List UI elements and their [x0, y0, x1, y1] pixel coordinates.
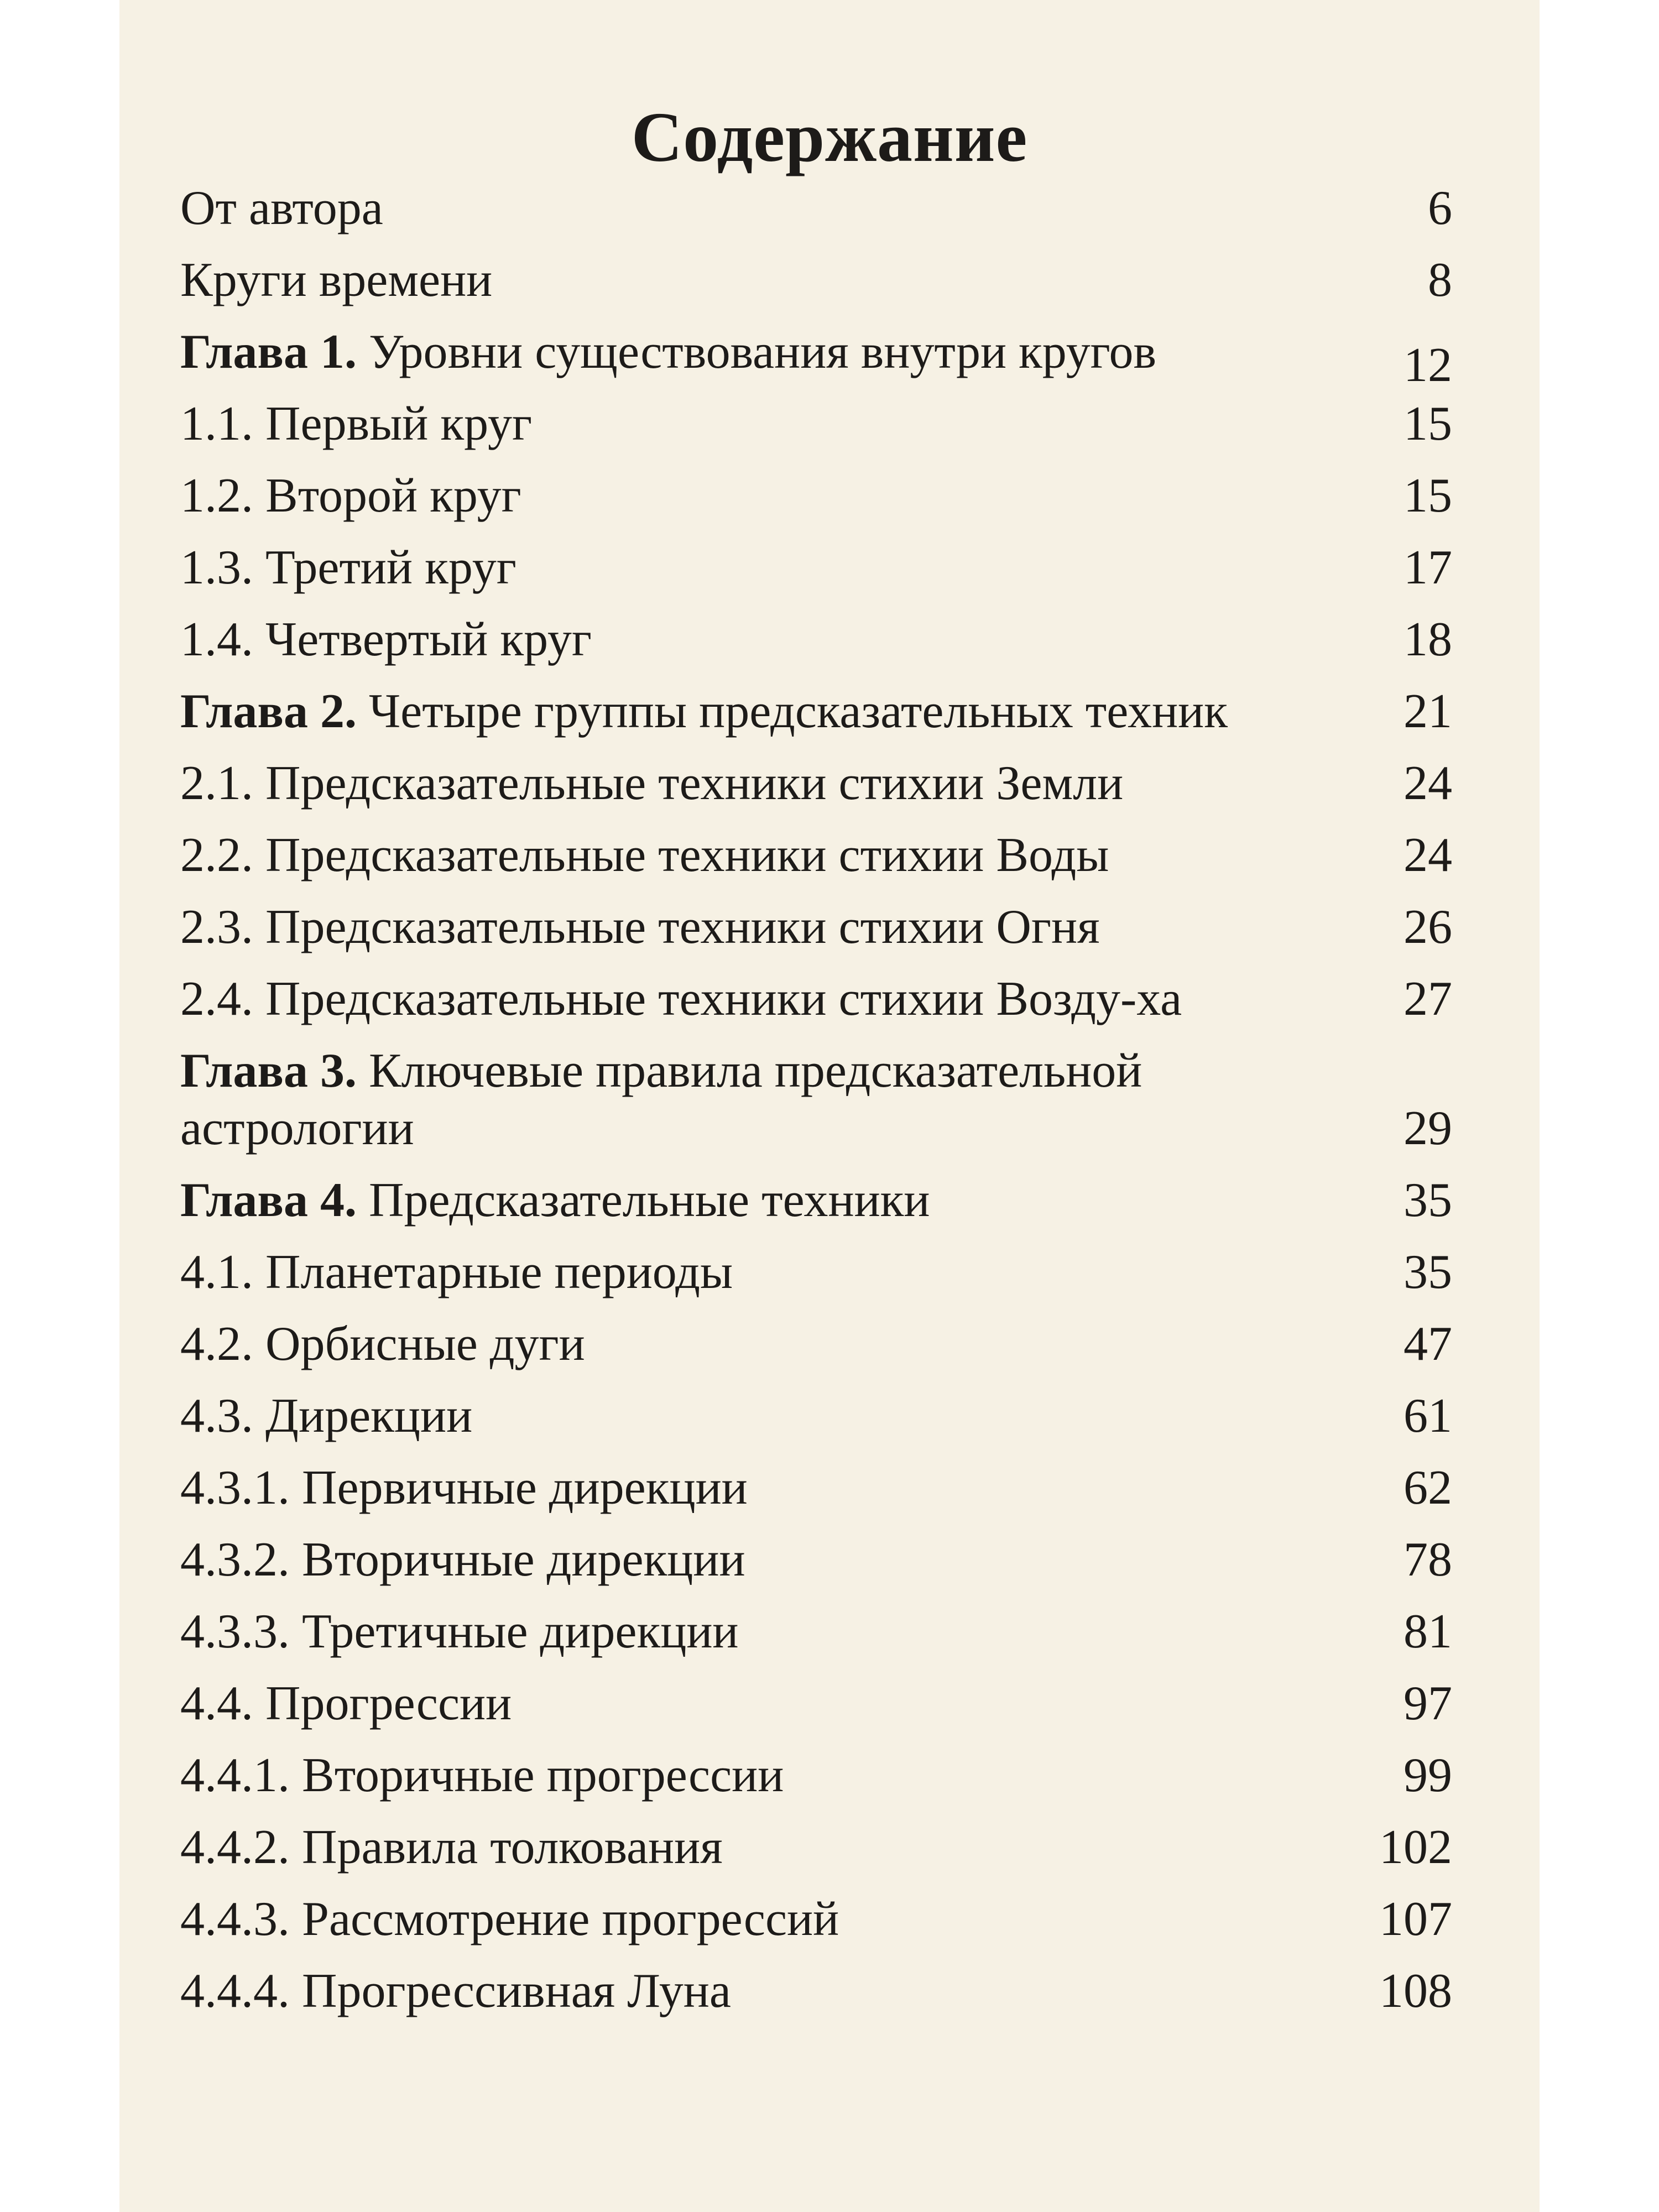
chapter-label: Глава 4.	[180, 1173, 357, 1227]
toc-page-number: 62	[1404, 1461, 1452, 1515]
toc-entry-label: 1.2. Второй круг	[180, 469, 521, 523]
toc-entry-text	[180, 1531, 1452, 1589]
chapter-label: Глава 3.	[180, 1044, 357, 1098]
toc-entry-text	[180, 683, 1447, 740]
toc-entry	[180, 1531, 1452, 1589]
toc-entry-text	[180, 1316, 1452, 1373]
toc-entry-text	[180, 1172, 1452, 1229]
toc-page-number: 24	[1404, 828, 1452, 882]
toc-entry-label: Предсказательные техники	[356, 1173, 930, 1227]
toc-entry-text	[180, 180, 1452, 237]
page-title: Содержание	[631, 98, 1028, 176]
toc-entry	[180, 252, 1452, 309]
toc-entry-label: 4.3.1. Первичные дирекции	[180, 1461, 748, 1515]
toc-entry-text	[180, 1603, 1452, 1661]
toc-entry	[180, 1244, 1452, 1301]
toc-entry-label: Круги времени	[180, 253, 493, 307]
toc-entry-text	[180, 827, 1452, 884]
toc-page-number: 27	[1404, 972, 1452, 1026]
toc-entry	[180, 467, 1452, 525]
toc-page-number: 61	[1404, 1389, 1452, 1443]
toc-page-number: 15	[1404, 397, 1452, 451]
toc-chapter-entry	[180, 324, 1452, 392]
toc-chapter-entry	[180, 1042, 1452, 1157]
toc-entry	[180, 539, 1452, 597]
toc-page-number: 18	[1404, 613, 1452, 666]
toc-entry	[180, 1387, 1452, 1445]
toc-entry-label: 2.4. Предсказательные техники стихии Возду-ха	[180, 972, 1182, 1026]
toc-entry-label: От автора	[180, 181, 383, 235]
toc-entry-text	[180, 1675, 1452, 1733]
toc-page-number: 108	[1379, 1964, 1452, 2018]
toc-entry-text	[180, 1963, 1452, 2020]
toc-page-number: 8	[1428, 253, 1452, 307]
toc-entry-label: 4.4.1. Вторичные прогрессии	[180, 1749, 784, 1802]
toc-entry-text	[180, 539, 1452, 597]
toc-entry	[180, 1459, 1452, 1517]
chapter-label: Глава 1.	[180, 325, 357, 379]
toc-entry	[180, 1603, 1452, 1661]
toc-page-number: 21	[1404, 685, 1452, 738]
table-of-contents	[180, 180, 1452, 2034]
toc-page-number: 107	[1379, 1892, 1452, 1946]
chapter-label: Глава 2.	[180, 685, 357, 738]
toc-entry	[180, 899, 1452, 956]
toc-page-number: 12	[1404, 338, 1452, 392]
toc-entry-text	[180, 1459, 1452, 1517]
toc-entry-text	[180, 1747, 1452, 1804]
toc-entry-label: 4.4.4. Прогрессивная Луна	[180, 1964, 731, 2018]
toc-entry-text	[180, 1891, 1452, 1948]
toc-chapter-entry	[180, 1172, 1452, 1229]
toc-page-number: 15	[1404, 469, 1452, 523]
toc-entry-text	[180, 252, 1452, 309]
toc-entry-label: Ключевые правила предсказательной астрологии	[180, 1044, 1142, 1155]
toc-entry	[180, 395, 1452, 453]
toc-entry-text	[180, 611, 1452, 669]
toc-entry	[180, 1316, 1452, 1373]
toc-entry	[180, 755, 1452, 812]
toc-entry-text	[180, 1819, 1452, 1876]
toc-page-number: 99	[1404, 1749, 1452, 1802]
toc-entry-text	[180, 899, 1452, 956]
toc-page-number: 17	[1404, 541, 1452, 594]
toc-entry-label: 4.2. Орбисные дуги	[180, 1317, 585, 1371]
toc-chapter-entry	[180, 683, 1452, 740]
toc-page-number: 78	[1404, 1533, 1452, 1587]
toc-page-number: 6	[1428, 181, 1452, 235]
toc-entry-label: 4.3. Дирекции	[180, 1389, 473, 1443]
toc-entry-label: 4.4.3. Рассмотрение прогрессий	[180, 1892, 839, 1946]
toc-entry	[180, 611, 1452, 669]
toc-page-number: 35	[1404, 1173, 1452, 1227]
toc-entry	[180, 180, 1452, 237]
toc-entry-text	[180, 1387, 1452, 1445]
toc-entry-text	[180, 467, 1452, 525]
toc-entry-label: 2.2. Предсказательные техники стихии Воды	[180, 828, 1109, 882]
toc-entry	[180, 1747, 1452, 1804]
toc-entry-label: 2.1. Предсказательные техники стихии Земли	[180, 757, 1124, 810]
toc-entry-label: 4.3.3. Третичные дирекции	[180, 1605, 739, 1658]
toc-page-number: 97	[1404, 1677, 1452, 1730]
toc-entry	[180, 1819, 1452, 1876]
toc-page-number: 26	[1404, 900, 1452, 954]
toc-page-number: 29	[1404, 1102, 1452, 1155]
toc-entry-label: 4.3.2. Вторичные дирекции	[180, 1533, 745, 1587]
book-page	[119, 0, 1540, 2212]
toc-entry-label: 1.1. Первый круг	[180, 397, 533, 451]
toc-entry-text	[180, 324, 1452, 381]
toc-entry-label: 1.3. Третий круг	[180, 541, 517, 594]
toc-entry	[180, 1891, 1452, 1948]
toc-page-number: 35	[1404, 1245, 1452, 1299]
toc-entry	[180, 971, 1452, 1028]
toc-entry-text	[180, 395, 1452, 453]
toc-entry-label: 2.3. Предсказательные техники стихии Огня	[180, 900, 1100, 954]
toc-entry-label: 4.4.2. Правила толкования	[180, 1820, 723, 1874]
toc-entry-label: Уровни существования внутри кругов	[356, 325, 1157, 379]
toc-entry	[180, 827, 1452, 884]
toc-page-number: 81	[1404, 1605, 1452, 1658]
toc-entry-text	[180, 755, 1452, 812]
toc-entry-text	[180, 1042, 1447, 1157]
toc-entry-text	[180, 971, 1447, 1028]
toc-entry-label: 4.4. Прогрессии	[180, 1677, 512, 1730]
toc-entry-label: 4.1. Планетарные периоды	[180, 1245, 733, 1299]
toc-entry	[180, 1675, 1452, 1733]
toc-entry-label: Четыре группы предсказательных техник	[356, 685, 1228, 738]
toc-entry-text	[180, 1244, 1452, 1301]
toc-entry	[180, 1963, 1452, 2020]
toc-page-number: 24	[1404, 757, 1452, 810]
toc-entry-label: 1.4. Четвертый круг	[180, 613, 592, 666]
toc-page-number: 102	[1379, 1820, 1452, 1874]
toc-page-number: 47	[1404, 1317, 1452, 1371]
